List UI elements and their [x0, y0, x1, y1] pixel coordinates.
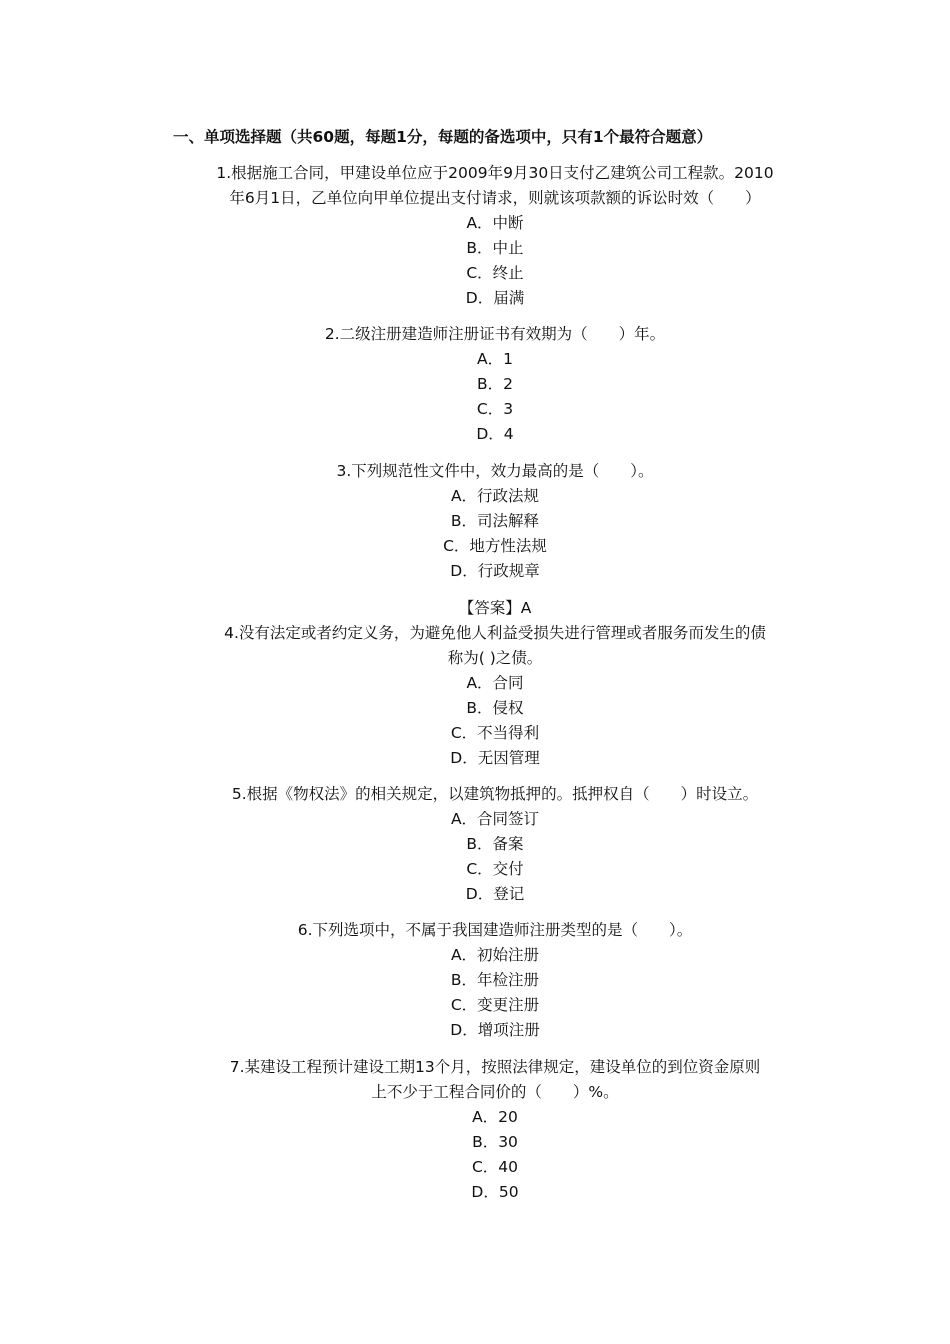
- option-b: B．年检注册: [450, 971, 540, 989]
- option-d: D．4: [476, 425, 514, 443]
- option-b: B．备案: [466, 835, 524, 853]
- question-4: [180, 621, 810, 771]
- option-d: D．增项注册: [450, 1021, 540, 1039]
- option-d: D．行政规章: [450, 562, 540, 580]
- question-text: 称为( )之债。: [447, 649, 543, 667]
- question-5: [180, 782, 810, 907]
- question-3: [180, 459, 810, 621]
- question-text: 上不少于工程合同价的（ ）%。: [371, 1083, 619, 1101]
- option-c: C．地方性法规: [443, 537, 547, 555]
- option-c: C．终止: [466, 264, 524, 282]
- option-d: D．届满: [465, 289, 525, 307]
- question-text: 6.下列选项中，不属于我国建造师注册类型的是（ ）。: [297, 921, 693, 939]
- question-text: 2.二级注册建造师注册证书有效期为（ ）年。: [324, 325, 666, 343]
- option-c: C．变更注册: [450, 996, 540, 1014]
- answer-line: 【答案】A: [458, 599, 532, 617]
- question-6: [180, 918, 810, 1043]
- option-d: D．无因管理: [450, 749, 540, 767]
- option-a: A．1: [477, 350, 513, 368]
- option-a: A．行政法规: [450, 487, 540, 505]
- option-b: B．中止: [466, 239, 524, 257]
- option-d: D．登记: [465, 885, 525, 903]
- question-7: [180, 1055, 810, 1205]
- question-text: 4.没有法定或者约定义务，为避免他人利益受损失进行管理或者服务而发生的债: [224, 624, 766, 642]
- option-a: A．中断: [466, 214, 524, 232]
- question-text: 7.某建设工程预计建设工期13个月，按照法律规定，建设单位的到位资金原则: [229, 1058, 761, 1076]
- option-b: B．司法解释: [450, 512, 540, 530]
- question-1: [180, 161, 810, 311]
- section-heading: 一、单项选择题（共60题，每题1分，每题的备选项中，只有1个最符合题意）: [173, 128, 713, 146]
- option-c: C．40: [471, 1158, 519, 1176]
- option-b: B．侵权: [466, 699, 524, 717]
- option-c: C．3: [476, 400, 514, 418]
- option-a: A．20: [472, 1108, 518, 1126]
- option-c: C．不当得利: [450, 724, 540, 742]
- option-a: A．合同: [466, 674, 524, 692]
- option-d: D．50: [471, 1183, 519, 1201]
- question-2: [180, 322, 810, 447]
- option-b: B．2: [477, 375, 513, 393]
- question-text: 5.根据《物权法》的相关规定，以建筑物抵押的。抵押权自（ ）时设立。: [231, 785, 759, 803]
- question-text: 年6月1日，乙单位向甲单位提出支付请求，则就该项款额的诉讼时效（ ）: [229, 189, 761, 207]
- question-text: 3.下列规范性文件中，效力最高的是（ ）。: [336, 462, 654, 480]
- option-a: A．合同签订: [450, 810, 540, 828]
- option-c: C．交付: [466, 860, 524, 878]
- option-b: B．30: [472, 1133, 518, 1151]
- option-a: A．初始注册: [450, 946, 540, 964]
- question-text: 1.根据施工合同，甲建设单位应于2009年9月30日支付乙建筑公司工程款。2010: [216, 164, 774, 182]
